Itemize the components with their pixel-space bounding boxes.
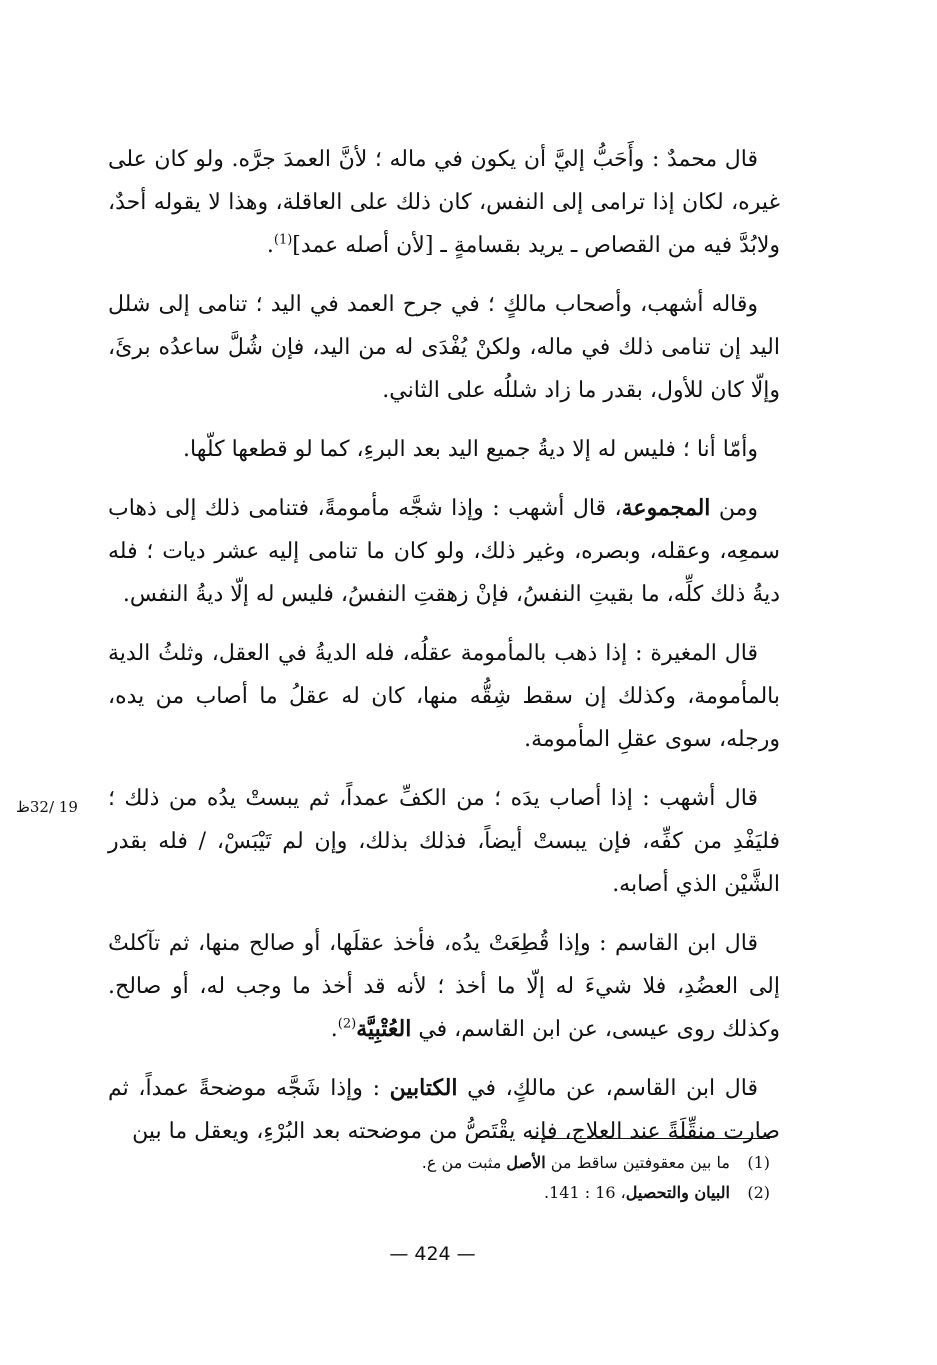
text-run: مثبت من ع. [421, 1153, 507, 1172]
paragraph [108, 632, 780, 761]
footnote-text [300, 1178, 730, 1208]
paragraph [108, 922, 780, 1051]
text-run: . [330, 1017, 338, 1042]
paragraph [108, 777, 780, 906]
text-run: ما بين معقوفتين ساقط من [545, 1153, 730, 1172]
text-run: قال محمدٌ : وأَحَبُّ إليَّ أن يكون في ماله ؛ لأنَّ العمدَ جرَّه. ولو كان على غيره، لكان إذا ترامى إلى النفس، كان ذلك على العاقلة، وهذا لا يقوله أحدٌ، ولابُدَّ فيه من القصاص ـ يريد بقسامةٍ ـ [لأن أصله عمد] [108, 147, 780, 258]
text-run: قال ابن القاسم : وإذا قُطِعَتْ يدُه، فأخذ عقلَها، أو صالح منها، ثم تآكلتْ إلى العضُدِ، فلا شيءَ له إلّا ما أخذ ؛ لأنه قد أخذ ما وجب له، أو صالح. وكذلك روى عيسى، عن ابن القاسم، في [108, 931, 780, 1042]
main-text [108, 138, 780, 1169]
text-run: ، قال أشهب : وإذا شجَّه مأمومةً، فتنامى ذلك إلى ذهاب سمعِه، وعقله، وبصره، وغير ذلك، ولو كان ما تنامى إليه عشر ديات ؛ فله ديةُ ذلك كلِّه، ما بقيتِ النفسُ، فإنْ زهقتِ النفسُ، فليس له إلّا ديةُ النفس. [108, 496, 780, 607]
footnote-divider [530, 1138, 770, 1139]
page-number: — 424 — [389, 1243, 476, 1265]
text-run: ، 16 : 141. [543, 1183, 626, 1202]
footnote [300, 1178, 770, 1208]
text-run: : وإذا شَجَّه موضحةً عمداً، ثم صارت منقِّلَةً عند العلاج، فإنه يقْتَصُّ من موضحته بعد البُرْءِ، ويعقل ما بين [108, 1076, 780, 1144]
footnote-number: (1) [747, 1153, 770, 1172]
book-title: البيان والتحصيل [625, 1183, 730, 1202]
footnote-reference: (2) [337, 1016, 357, 1032]
paragraph [108, 428, 780, 471]
footnote [300, 1148, 770, 1178]
footnote-reference: (1) [273, 232, 293, 248]
text-run: وقاله أشهب، وأصحاب مالكٍ ؛ في جرح العمد في اليد ؛ تنامى إلى شلل اليد إن تنامى ذلك في ماله، ولكنْ يُفْدَى له من اليد، فإن شُلَّ ساعدُه برئَ، وإلّا كان للأول، بقدر ما زاد شللُه على الثاني. [108, 292, 780, 403]
paragraph [108, 138, 780, 267]
book-title: المجموعة [621, 495, 711, 521]
paragraph [108, 283, 780, 412]
text-run: قال ابن القاسم، عن مالكٍ، في [457, 1076, 758, 1101]
text-run: قال المغيرة : إذا ذهب بالمأمومة عقلُه، فله الديةُ في العقل، وثلثُ الدية بالمأمومة، وكذلك إن سقط شِقُّه منها، كان له عقلُ ما أصاب من يده، ورجله، سوى عقلِ المأمومة. [108, 641, 780, 752]
text-run: ومن [710, 496, 759, 521]
text-run: . [266, 233, 274, 258]
footnote-text [300, 1148, 730, 1178]
text-run: وأمّا أنا ؛ فليس له إلا ديةُ جميع اليد بعد البرءِ، كما لو قطعها كلّها. [183, 437, 758, 462]
book-title: الأصل [506, 1153, 546, 1172]
footnotes [300, 1148, 770, 1208]
paragraph [108, 487, 780, 616]
text-run: قال أشهب : إذا أصاب يدَه ؛ من الكفِّ عمداً، ثم يبستْ يدُه من ذلك ؛ فليَفْدِ من كفِّه، فإن يبستْ أيضاً، فذلك بذلك، وإن لم تَيْبَسْ، / فله بقدر الشَّيْن الذي أصابه. [108, 786, 780, 897]
book-title: الكتابين [389, 1075, 458, 1101]
paragraph [108, 1067, 780, 1153]
book-title: العُتْبِيَّة [356, 1016, 412, 1042]
manuscript-folio-note: 19 /32ظ [16, 798, 78, 816]
footnote-number: (2) [747, 1183, 770, 1202]
